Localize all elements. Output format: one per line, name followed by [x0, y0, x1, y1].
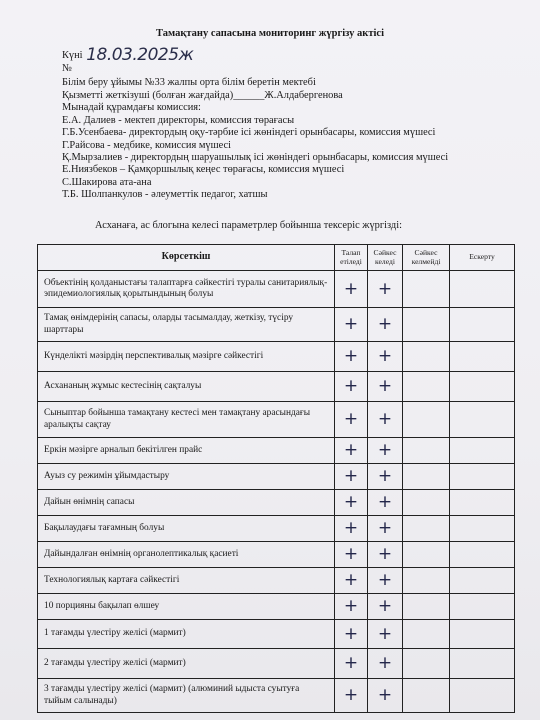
note-cell — [450, 649, 515, 679]
note-cell — [450, 594, 515, 620]
compliant-cell — [368, 620, 403, 649]
required-cell — [335, 438, 368, 464]
table-row — [38, 490, 515, 516]
header-noncompliant: Сәйкес келмейді — [403, 245, 450, 271]
compliant-cell — [368, 542, 403, 568]
handwritten-compliant-mark: + — [377, 346, 393, 366]
table-row — [38, 308, 515, 342]
noncompliant-cell — [403, 372, 450, 402]
indicator-cell: Бақылаудағы тағамның болуы — [38, 516, 335, 542]
header-note: Ескерту — [450, 245, 515, 271]
compliant-cell — [368, 342, 403, 372]
table-row — [38, 620, 515, 649]
header-line: Г.Райсова - медбике, комиссия мүшесі — [62, 140, 231, 151]
table-row — [38, 402, 515, 438]
noncompliant-cell — [403, 568, 450, 594]
compliant-cell — [368, 464, 403, 490]
note-cell — [450, 620, 515, 649]
note-cell — [450, 516, 515, 542]
handwritten-required-mark: + — [343, 570, 359, 590]
table-row — [38, 271, 515, 308]
required-cell — [335, 516, 368, 542]
compliant-cell — [368, 594, 403, 620]
handwritten-compliant-mark: + — [377, 278, 393, 299]
indicator-cell: Күнделікті мәзірдің перспективалық мәзірге сәйкестігі — [38, 342, 335, 372]
note-cell — [450, 342, 515, 372]
handwritten-required-mark: + — [343, 518, 359, 538]
header-indicator: Көрсеткіш — [38, 245, 335, 271]
required-cell — [335, 594, 368, 620]
handwritten-compliant-mark: + — [377, 466, 393, 486]
handwritten-required-mark: + — [343, 466, 359, 486]
indicator-cell: Ауыз су режимін ұйымдастыру — [38, 464, 335, 490]
note-cell — [450, 438, 515, 464]
compliant-cell — [368, 568, 403, 594]
handwritten-required-mark: + — [343, 653, 359, 673]
compliant-cell — [368, 271, 403, 308]
noncompliant-cell — [403, 438, 450, 464]
monitoring-table — [37, 244, 515, 713]
handwritten-required-mark: + — [343, 346, 359, 366]
date-label: Күні — [62, 50, 83, 61]
required-cell — [335, 679, 368, 713]
handwritten-compliant-mark: + — [377, 440, 393, 460]
note-cell — [450, 542, 515, 568]
noncompliant-cell — [403, 679, 450, 713]
handwritten-compliant-mark: + — [377, 623, 393, 644]
header-line: Е.Ниязбеков – Қамқоршылық кеңес төрағасы, комиссия мүшесі — [62, 164, 345, 175]
handwritten-compliant-mark: + — [377, 544, 393, 564]
handwritten-required-mark: + — [343, 440, 359, 460]
note-cell — [450, 490, 515, 516]
indicator-cell: 2 тағамды үлестіру желісі (мармит) — [38, 649, 335, 679]
header-line: Қ.Мырзалиев - директордың шаруашылық ісі жөніндегі орынбасары, комиссия мүшесі — [62, 152, 449, 163]
handwritten-compliant-mark: + — [377, 518, 393, 538]
intro-text: Асханаға, ас блогына келесі параметрлер бойынша тексеріс жүргізді: — [95, 220, 402, 231]
header-line: Е.А. Далиев - мектеп директоры, комиссия төрағасы — [62, 115, 295, 126]
compliant-cell — [368, 649, 403, 679]
compliant-cell — [368, 679, 403, 713]
indicator-cell: Сыныптар бойынша тамақтану кестесі мен тамақтану арасындағы аралықты сақтау — [38, 402, 335, 438]
indicator-cell: 1 тағамды үлестіру желісі (мармит) — [38, 620, 335, 649]
header-line: Қызметті жеткізуші (болған жағдайда)______Ж.Алдабергенова — [62, 90, 343, 101]
handwritten-required-mark: + — [343, 409, 359, 429]
noncompliant-cell — [403, 594, 450, 620]
required-cell — [335, 402, 368, 438]
compliant-cell — [368, 308, 403, 342]
compliant-cell — [368, 402, 403, 438]
table-row — [38, 464, 515, 490]
required-cell — [335, 490, 368, 516]
handwritten-required-mark: + — [343, 623, 359, 644]
required-cell — [335, 542, 368, 568]
indicator-cell: 3 тағамды үлестіру желісі (мармит) (алюминий ыдыста суытуға тыйым салынады) — [38, 679, 335, 713]
compliant-cell — [368, 372, 403, 402]
table-row — [38, 372, 515, 402]
indicator-cell: Тамақ өнімдерінің сапасы, оларды тасымалдау, жеткізу, түсіру шарттары — [38, 308, 335, 342]
handwritten-compliant-mark: + — [377, 653, 393, 673]
handwritten-required-mark: + — [343, 278, 359, 299]
table-row — [38, 594, 515, 620]
compliant-cell — [368, 490, 403, 516]
noncompliant-cell — [403, 342, 450, 372]
table-row — [38, 438, 515, 464]
note-cell — [450, 464, 515, 490]
required-cell — [335, 620, 368, 649]
table-row — [38, 342, 515, 372]
table-row — [38, 679, 515, 713]
handwritten-compliant-mark: + — [377, 376, 393, 396]
required-cell — [335, 342, 368, 372]
handwritten-compliant-mark: + — [377, 409, 393, 429]
note-cell — [450, 679, 515, 713]
note-cell — [450, 402, 515, 438]
noncompliant-cell — [403, 490, 450, 516]
header-compliant: Сәйкес келеді — [368, 245, 403, 271]
handwritten-required-mark: + — [343, 492, 359, 512]
handwritten-required-mark: + — [343, 685, 359, 705]
noncompliant-cell — [403, 649, 450, 679]
indicator-cell: Дайын өнімнің сапасы — [38, 490, 335, 516]
table-row — [38, 649, 515, 679]
document-title: Тамақтану сапасына мониторинг жүргізу актісі — [156, 28, 384, 39]
table-row — [38, 542, 515, 568]
indicator-cell: Объектінің қолданыстағы талаптарға сәйкестігі туралы санитариялық-эпидемиологиялық қорытындының болуы — [38, 271, 335, 308]
header-required: Талап етіледі — [335, 245, 368, 271]
indicator-cell: 10 порцияны бақылап өлшеу — [38, 594, 335, 620]
note-cell — [450, 271, 515, 308]
handwritten-compliant-mark: + — [377, 570, 393, 590]
table-row — [38, 516, 515, 542]
handwritten-compliant-mark: + — [377, 685, 393, 705]
handwritten-required-mark: + — [343, 596, 359, 616]
noncompliant-cell — [403, 308, 450, 342]
handwritten-date: 18.03.2025ж — [86, 45, 194, 65]
note-cell — [450, 568, 515, 594]
required-cell — [335, 649, 368, 679]
header-line: Т.Б. Шолпанкулов - әлеуметтік педагог, хатшы — [62, 189, 268, 200]
header-line: С.Шакирова ата-ана — [62, 177, 152, 188]
handwritten-compliant-mark: + — [377, 314, 393, 334]
number-label: № — [62, 63, 72, 74]
required-cell — [335, 308, 368, 342]
handwritten-compliant-mark: + — [377, 596, 393, 616]
noncompliant-cell — [403, 271, 450, 308]
required-cell — [335, 568, 368, 594]
required-cell — [335, 271, 368, 308]
indicator-cell: Еркін мәзірге арналып бекітілген прайс — [38, 438, 335, 464]
compliant-cell — [368, 438, 403, 464]
handwritten-compliant-mark: + — [377, 492, 393, 512]
noncompliant-cell — [403, 542, 450, 568]
noncompliant-cell — [403, 620, 450, 649]
indicator-cell: Технологиялық картаға сәйкестігі — [38, 568, 335, 594]
noncompliant-cell — [403, 464, 450, 490]
required-cell — [335, 372, 368, 402]
indicator-cell: Дайындалған өнімнің органолептикалық қасиеті — [38, 542, 335, 568]
noncompliant-cell — [403, 516, 450, 542]
note-cell — [450, 372, 515, 402]
handwritten-required-mark: + — [343, 544, 359, 564]
header-line: Мынадай құрамдағы комиссия: — [62, 102, 201, 113]
handwritten-required-mark: + — [343, 376, 359, 396]
indicator-cell: Асхананың жұмыс кестесінің сақталуы — [38, 372, 335, 402]
note-cell — [450, 308, 515, 342]
date-line — [62, 45, 194, 65]
header-line: Г.Б.Усенбаева- директордың оқу-тәрбие ісі жөніндегі орынбасары, комиссия мүшесі — [62, 127, 436, 138]
noncompliant-cell — [403, 402, 450, 438]
table-header-row — [38, 245, 515, 271]
header-line: Білім беру ұйымы №33 жалпы орта білім беретін мектебі — [62, 77, 316, 88]
compliant-cell — [368, 516, 403, 542]
table-row — [38, 568, 515, 594]
required-cell — [335, 464, 368, 490]
handwritten-required-mark: + — [343, 314, 359, 334]
